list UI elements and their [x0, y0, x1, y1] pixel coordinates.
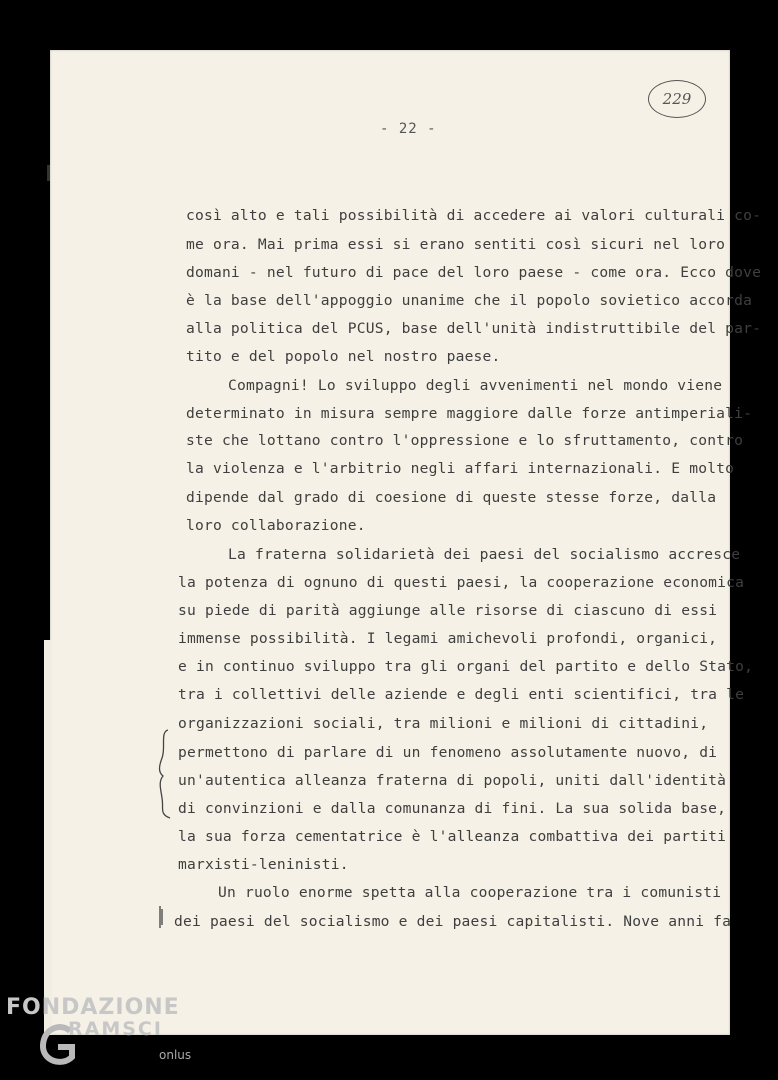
text-line: di convinzioni e dalla comunanza di fini. La sua solida base,	[178, 800, 727, 817]
page-edge	[44, 640, 52, 1035]
margin-mark	[47, 165, 50, 181]
page-number: - 22 -	[380, 121, 437, 137]
text-line: alla politica del PCUS, base dell'unità indistruttibile del par-	[186, 320, 762, 337]
text-line: La fraterna solidarietà dei paesi del socialismo accresce	[228, 546, 741, 563]
text-line: la sua forza cementatrice è l'alleanza combattiva dei partiti	[178, 828, 727, 845]
text-line: la violenza e l'arbitrio negli affari internazionali. E molto	[186, 460, 735, 477]
text-line: marxisti-leninisti.	[178, 856, 349, 873]
watermark-suffix: onlus	[159, 1048, 192, 1062]
text-line: Un ruolo enorme spetta alla cooperazione tra i comunisti	[218, 884, 722, 901]
margin-bracket	[156, 728, 174, 820]
text-line: me ora. Mai prima essi si erano sentiti così sicuri nel loro	[186, 236, 726, 253]
text-line: Compagni! Lo sviluppo degli avvenimenti nel mondo viene	[228, 377, 723, 394]
text-line: è la base dell'appoggio unanime che il popolo sovietico accorda	[186, 292, 753, 309]
text-line: immense possibilità. I legami amichevoli profondi, organici,	[178, 630, 718, 647]
text-line: determinato in misura sempre maggiore dalle forze antimperiali-	[186, 405, 753, 422]
margin-tick	[158, 905, 164, 929]
text-line: permettono di parlare di un fenomeno assolutamente nuovo, di	[178, 744, 718, 761]
watermark-line1: FONDAZIONE	[6, 995, 180, 1020]
watermark-line2: RAMSCI	[68, 1018, 163, 1040]
text-line: domani - nel futuro di pace del loro paese - come ora. Ecco dove	[186, 264, 762, 281]
archive-number-stamp: 229	[648, 80, 706, 118]
text-line: loro collaborazione.	[186, 517, 366, 534]
watermark	[6, 995, 206, 1075]
text-line: dei paesi del socialismo e dei paesi capitalisti. Nove anni fa	[174, 913, 732, 930]
text-line: così alto e tali possibilità di accedere ai valori culturali co-	[186, 207, 762, 224]
text-line: tito e del popolo nel nostro paese.	[186, 348, 501, 365]
text-line: un'autentica alleanza fraterna di popoli, uniti dall'identità	[178, 772, 727, 789]
text-line: su piede di parità aggiunge alle risorse di ciascuno di essi	[178, 602, 718, 619]
text-line: dipende dal grado di coesione di queste stesse forze, dalla	[186, 489, 717, 506]
text-line: organizzazioni sociali, tra milioni e milioni di cittadini,	[178, 715, 709, 732]
text-line: ste che lottano contro l'oppressione e lo sfruttamento, contro	[186, 432, 744, 449]
text-line: tra i collettivi delle aziende e degli enti scientifici, tra le	[178, 686, 745, 703]
text-line: e in continuo sviluppo tra gli organi del partito e dello Stato,	[178, 658, 754, 675]
text-line: la potenza di ognuno di questi paesi, la cooperazione economica	[178, 574, 745, 591]
